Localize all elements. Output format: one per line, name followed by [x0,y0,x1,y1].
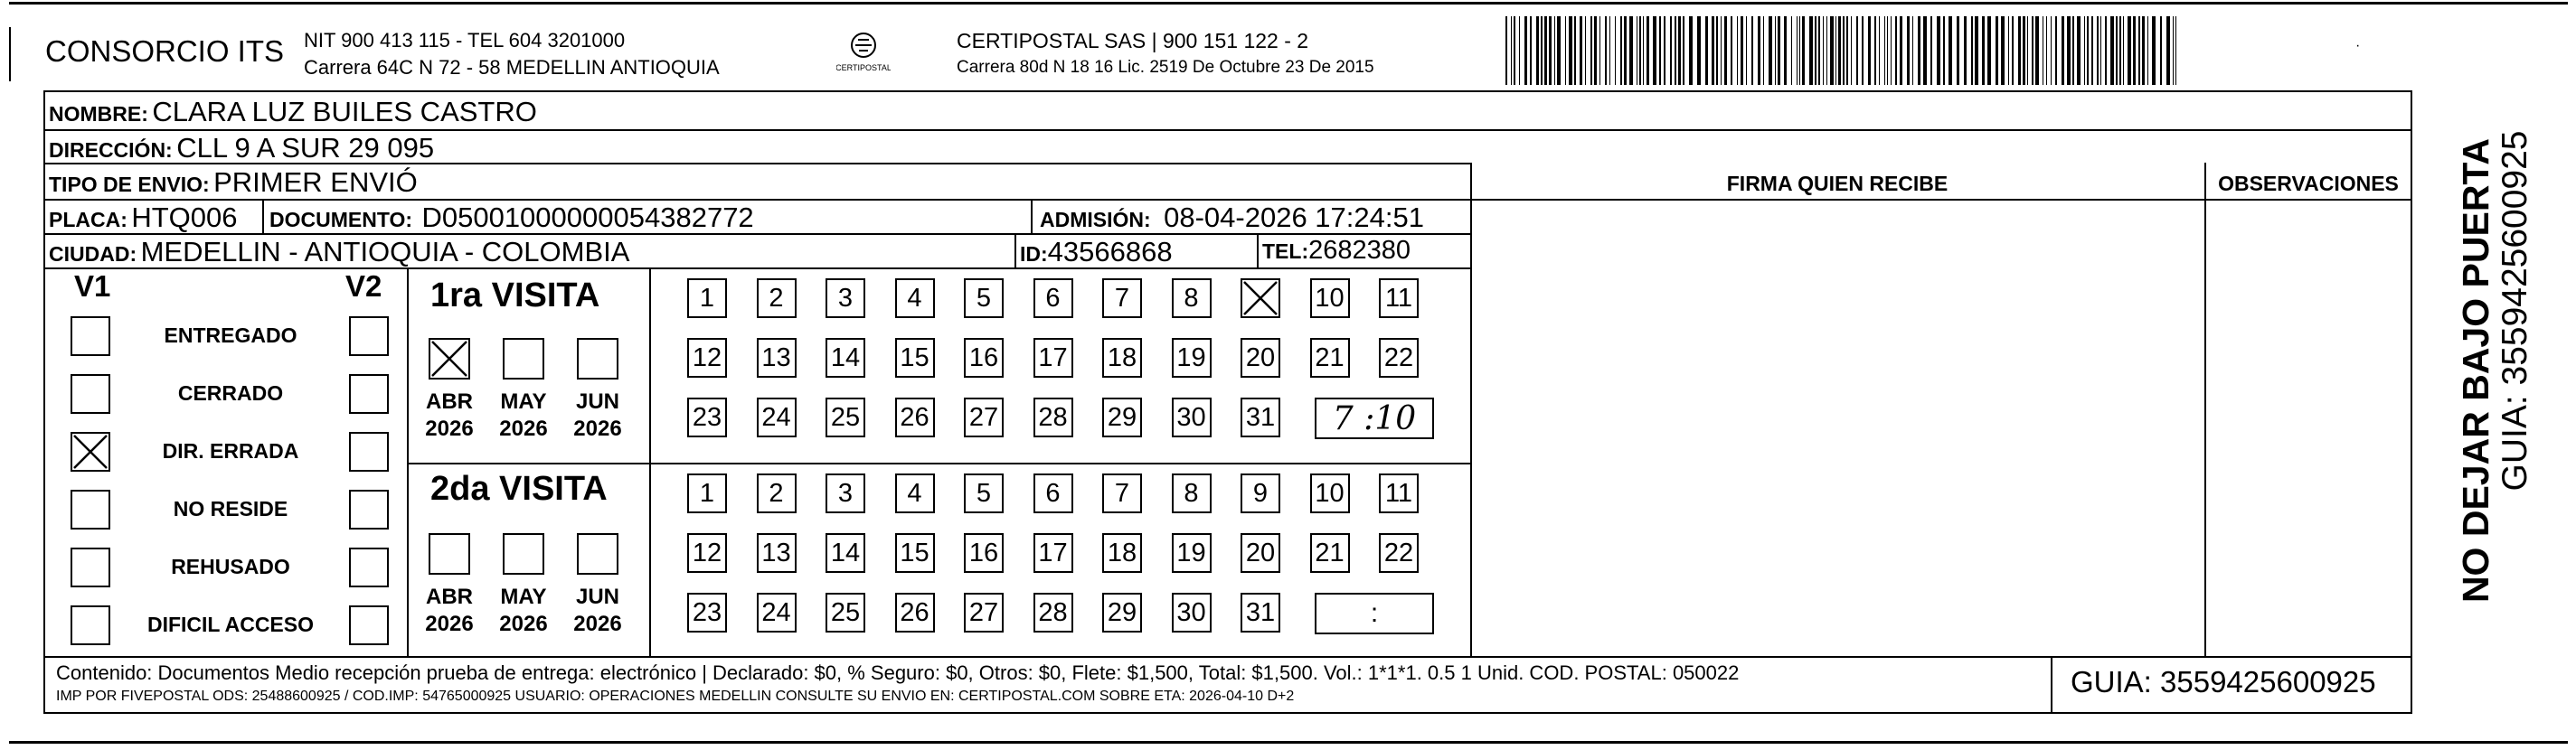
company-nit: NIT 900 413 115 - TEL 604 3201000 [304,29,626,52]
visit2-day-25[interactable]: 25 [826,593,865,633]
id-value: 43566868 [1047,236,1173,267]
visit1-time-box[interactable]: 7 :10 [1315,398,1434,439]
plate-row [49,202,238,234]
visit2-month-name-0: ABR [426,585,473,609]
visit2-day-10[interactable]: 10 [1310,473,1350,513]
left-mark [9,27,11,81]
visit2-day-28[interactable]: 28 [1033,593,1073,633]
visit1-day-22[interactable]: 22 [1379,338,1419,378]
visit1-month-label-1 [495,389,552,443]
visit2-month-year-2: 2026 [573,612,622,636]
visit1-day-15[interactable]: 15 [895,338,935,378]
v1-checkbox-0[interactable] [71,316,110,356]
visit2-day-4[interactable]: 4 [895,473,935,513]
v1-checkbox-3[interactable] [71,490,110,530]
visit1-day-30[interactable]: 30 [1172,398,1212,437]
observations-header: OBSERVACIONES [2218,172,2399,195]
logo-icon [836,27,891,78]
visit1-month-year-2: 2026 [573,417,622,441]
v1-check-mark-2 [71,432,110,472]
visit1-day-24[interactable]: 24 [757,398,797,437]
visit2-month-year-1: 2026 [499,612,548,636]
visit2-day-30[interactable]: 30 [1172,593,1212,633]
visit1-title [430,277,599,315]
city-value: MEDELLIN - ANTIOQUIA - COLOMBIA [140,236,630,267]
visit2-day-5[interactable]: 5 [964,473,1004,513]
visit1-month-mark-0 [429,338,470,380]
footer-content: Contenido: Documentos Medio recepción prueba de entrega: electrónico | Declarado: $0, % Seguro: $0, Otros: $0, Flete: $1,500, Total: $1,500. Vol.: 1*1*1. 0.5 1 Unid. COD. POSTAL: 050022 [56,661,1740,684]
visit1-day-29[interactable]: 29 [1102,398,1142,437]
visit1-month-year-0: 2026 [425,417,474,441]
visit1-month-box-1[interactable] [503,338,544,380]
document-row [269,202,754,234]
logo-text: CERTIPOSTAL [836,63,891,72]
visit1-day-23[interactable]: 23 [687,398,727,437]
rule-visit-split [407,463,1472,464]
ship-type-value: PRIMER ENVIÓ [213,166,418,198]
tel-label: TEL: [1262,239,1309,263]
visit1-day-14[interactable]: 14 [826,338,865,378]
visit2-day-3[interactable]: 3 [826,473,865,513]
rule-1 [43,129,2412,131]
id-row [1020,236,1173,268]
visit2-month-year-0: 2026 [425,612,474,636]
visit2-day-16[interactable]: 16 [964,533,1004,573]
visit1-month-box-2[interactable] [577,338,618,380]
visit1-day-2[interactable]: 2 [757,278,797,318]
document-value: D05001000000054382772 [421,202,754,233]
rule-3 [43,199,2412,201]
visit1-day-6[interactable]: 6 [1033,278,1073,318]
visit2-day-15[interactable]: 15 [895,533,935,573]
document-label: DOCUMENTO: [269,208,413,231]
city-label: CIUDAD: [49,242,137,266]
visit1-day-3[interactable]: 3 [826,278,865,318]
visit1-day-4[interactable]: 4 [895,278,935,318]
visit2-day-14[interactable]: 14 [826,533,865,573]
side-panel [2414,119,2543,625]
visit2-month-name-1: MAY [500,585,547,609]
visit1-month-label-0 [421,389,477,443]
visit2-month-label-2 [570,584,626,638]
visit2-prefix: 2da [430,470,490,508]
address-row [49,132,434,164]
visit2-month-box-2[interactable] [577,533,618,575]
carrier-address: Carrera 80d N 18 16 Lic. 2519 De Octubre 23 De 2015 [957,58,1374,77]
side-guia: GUIA: 3559425600925 [2496,130,2534,492]
v2-checkbox-5[interactable] [349,605,389,645]
top-rule [9,2,2568,5]
visit2-day-26[interactable]: 26 [895,593,935,633]
footer-imp: IMP POR FIVEPOSTAL ODS: 25488600925 / COD.IMP: 54765000925 USUARIO: OPERACIONES MEDELLIN CONSULTE SU ENVIO EN: CERTIPOSTAL.COM SOBRE ETA: 2026-04-10 D+2 [56,689,1295,704]
visit1-month-year-1: 2026 [499,417,548,441]
visit2-month-label-1 [495,584,552,638]
v2-checkbox-4[interactable] [349,548,389,587]
visit2-day-13[interactable]: 13 [757,533,797,573]
visit1-prefix: 1ra [430,277,483,314]
status-label-1: CERRADO [177,381,284,405]
admission-value: 08-04-2026 17:24:51 [1164,202,1424,233]
visit2-title [430,470,608,509]
city-row [49,236,629,268]
visit2-day-11[interactable]: 11 [1379,473,1419,513]
visit2-month-box-0[interactable] [429,533,470,575]
visit2-day-24[interactable]: 24 [757,593,797,633]
status-divider [407,267,409,656]
visit2-day-12[interactable]: 12 [687,533,727,573]
name-value: CLARA LUZ BUILES CASTRO [152,96,537,127]
visit2-day-8[interactable]: 8 [1172,473,1212,513]
status-label-3: NO RESIDE [173,497,288,520]
visit2-day-31[interactable]: 31 [1241,593,1280,633]
visit2-day-2[interactable]: 2 [757,473,797,513]
visit1-day-31[interactable]: 31 [1241,398,1280,437]
visit2-month-name-2: JUN [575,585,619,609]
id-divider [1014,233,1016,267]
visit1-day-27[interactable]: 27 [964,398,1004,437]
rule-footer [43,656,2412,658]
v2-checkbox-1[interactable] [349,374,389,414]
stray-mark: · [2355,38,2361,53]
v1-checkbox-1[interactable] [71,374,110,414]
visit2-month-label-0 [421,584,477,638]
name-row [49,96,537,128]
v1-header: V1 [74,269,111,303]
visit2-word: VISITA [499,470,608,508]
footer-divider [2051,656,2052,714]
address-label: DIRECCIÓN: [49,138,173,162]
visit2-day-17[interactable]: 17 [1033,533,1073,573]
visit2-day-22[interactable]: 22 [1379,533,1419,573]
carrier-name: CERTIPOSTAL SAS | 900 151 122 - 2 [957,29,1309,52]
visit2-day-20[interactable]: 20 [1241,533,1280,573]
v2-checkbox-3[interactable] [349,490,389,530]
visit2-day-27[interactable]: 27 [964,593,1004,633]
col-observations-left [2204,163,2206,656]
visit1-day-11[interactable]: 11 [1379,278,1419,318]
visit1-day-5[interactable]: 5 [964,278,1004,318]
visit1-day-13[interactable]: 13 [757,338,797,378]
visit2-day-23[interactable]: 23 [687,593,727,633]
doc-divider [262,199,264,233]
visit2-time-box[interactable]: : [1315,593,1434,634]
visit1-month-label-2 [570,389,626,443]
visit2-month-box-1[interactable] [503,533,544,575]
status-label-0: ENTREGADO [164,323,297,347]
plate-label: PLACA: [49,208,127,231]
address-value: CLL 9 A SUR 29 095 [176,132,435,164]
visit1-day-10[interactable]: 10 [1310,278,1350,318]
visit1-day-20[interactable]: 20 [1241,338,1280,378]
visit2-day-6[interactable]: 6 [1033,473,1073,513]
footer-guia: GUIA: 3559425600925 [2071,665,2376,698]
visit2-day-1[interactable]: 1 [687,473,727,513]
visit1-day-1[interactable]: 1 [687,278,727,318]
col-signature-left [1470,163,1472,656]
id-label: ID: [1020,242,1048,266]
visit2-day-9[interactable]: 9 [1241,473,1280,513]
visit2-day-21[interactable]: 21 [1310,533,1350,573]
signature-header: FIRMA QUIEN RECIBE [1726,172,1949,195]
name-label: NOMBRE: [49,102,148,126]
visit1-word: VISITA [491,277,600,314]
barcode-graphic [1505,16,2184,85]
status-label-4: REHUSADO [171,555,290,578]
admission-row [1040,202,1424,234]
visit1-day-21[interactable]: 21 [1310,338,1350,378]
ship-type-row [49,166,418,199]
admission-divider [1031,199,1033,233]
status-label-2: DIR. ERRADA [162,439,299,463]
visit1-month-name-0: ABR [426,389,473,414]
visit1-day-19[interactable]: 19 [1172,338,1212,378]
company-address: Carrera 64C N 72 - 58 MEDELLIN ANTIOQUIA [304,56,720,79]
certipostal-logo [836,27,891,78]
visit1-day-26[interactable]: 26 [895,398,935,437]
visit2-day-7[interactable]: 7 [1102,473,1142,513]
v2-checkbox-0[interactable] [349,316,389,356]
visit1-day-16[interactable]: 16 [964,338,1004,378]
visit1-day-17[interactable]: 17 [1033,338,1073,378]
v1-checkbox-4[interactable] [71,548,110,587]
visit1-day-8[interactable]: 8 [1172,278,1212,318]
bottom-rule [9,741,2568,744]
visit2-day-29[interactable]: 29 [1102,593,1142,633]
ship-type-label: TIPO DE ENVIO: [49,173,210,196]
v1-checkbox-5[interactable] [71,605,110,645]
visit1-day-25[interactable]: 25 [826,398,865,437]
visit1-day-7[interactable]: 7 [1102,278,1142,318]
plate-value: HTQ006 [131,202,238,233]
company-name: CONSORCIO ITS [45,34,285,68]
barcode [1505,16,2184,85]
months-divider [649,267,651,656]
admission-label: ADMISIÓN: [1040,208,1151,231]
visit1-day-18[interactable]: 18 [1102,338,1142,378]
tel-value: 2682380 [1308,236,1411,265]
tel-divider [1257,233,1259,267]
v2-checkbox-2[interactable] [349,432,389,472]
tel-row [1262,236,1411,266]
visit1-day-mark-9 [1241,278,1280,318]
side-warning: NO DEJAR BAJO PUERTA [2455,137,2496,604]
visit2-day-19[interactable]: 19 [1172,533,1212,573]
visit1-day-12[interactable]: 12 [687,338,727,378]
visit1-day-28[interactable]: 28 [1033,398,1073,437]
status-label-5: DIFICIL ACCESO [146,613,314,636]
v2-header: V2 [345,269,382,303]
visit2-day-18[interactable]: 18 [1102,533,1142,573]
visit1-month-name-1: MAY [500,389,547,414]
visit1-month-name-2: JUN [575,389,619,414]
